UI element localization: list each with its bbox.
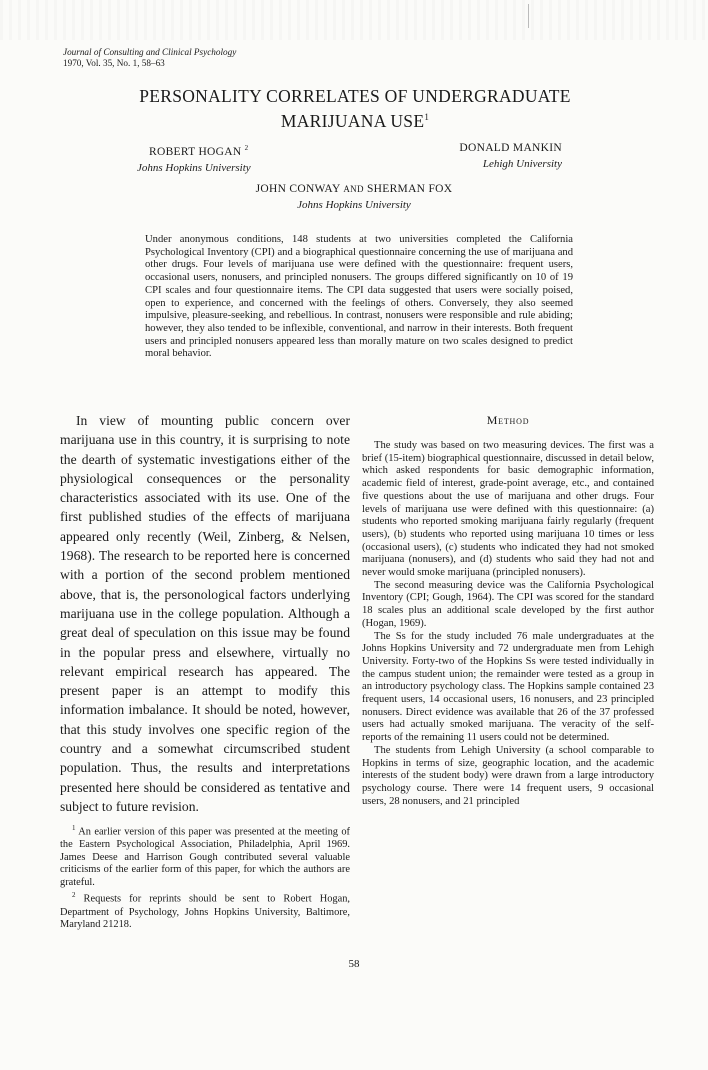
intro-paragraph: In view of mounting public concern over marijuana use in this country, it is surprising to note the dearth of systematic investigations either of the physiological consequences or the personality characteristics associated with its use. One of the first published studies of the effects of marijuana appeared only recently (Weil, Zinberg, & Nelsen, 1968). The research to be reported here is concerned with a portion of the second problem mentioned above, that is, the personological factors underlying marijuana use in the college population. Although a great deal of speculation on this issue may be found in the popular press and elsewhere, virtually no relevant empirical research has appeared. The present paper is an attempt to modify this information imbalance. It should be noted, however, that this study involves one specific region of the country and a somewhat circumscribed student population. Thus, the results and interpretations presented here should be considered as tentative and subject to future revision. <box>60 413 350 814</box>
scan-artifact <box>0 0 708 40</box>
author-name: SHERMAN FOX <box>366 183 453 195</box>
author-conjunction: AND <box>343 184 364 194</box>
author-hogan <box>137 140 251 176</box>
author-mankin <box>459 140 562 172</box>
footnote-mark: 1 <box>72 824 76 832</box>
footnotes <box>60 822 350 932</box>
title-line-2: MARIJUANA USE <box>280 110 425 131</box>
author-affiliation: Lehigh University <box>482 158 562 170</box>
introduction <box>60 411 350 816</box>
method-section <box>362 440 654 808</box>
method-paragraph-2: The second measuring device was the California Psychological Inventory (CPI; Gough, 1964). The CPI was scored for the standard 18 scales plus an additional scale developed by the first author (Hogan, 1969). <box>362 579 654 629</box>
abstract: Under anonymous conditions, 148 students at two universities completed the California Psychological Inventory (CPI) and a biographical questionnaire concerning the use of marijuana and other drugs. Four levels of marijuana use were defined with the questionnaire: frequent users, occasional users, nonusers, and principled nonusers. The groups differed significantly on 10 of 19 CPI scales and four questionnaire items. The CPI data suggested that users were socially poised, open to experience, and concerned with the feelings of others. Conversely, they also seemed impulsive, pleasure-seeking, and rebellious. In contrast, nonusers were responsible and rule abiding; however, they also tended to be inflexible, conventional, and narrow in their interests. Both frequent users and principled nonusers appeared less than morally mature on two scales designed to predict moral behavior. <box>145 234 573 360</box>
author-affiliation: Johns Hopkins University <box>297 199 411 211</box>
author-affiliation: Johns Hopkins University <box>137 161 251 174</box>
journal-header <box>63 47 236 68</box>
author-name: JOHN CONWAY <box>255 183 341 195</box>
footnote-1 <box>60 822 350 889</box>
author-conway-fox <box>0 181 708 213</box>
footnote-text: Requests for reprints should be sent to Robert Hogan, Department of Psychology, Johns Hopkins University, Baltimore, Maryland 21218. <box>60 893 350 931</box>
author-name: ROBERT HOGAN <box>149 145 242 158</box>
method-paragraph-3: The Ss for the study included 76 male undergraduates at the Johns Hopkins University and 72 undergraduate men from Lehigh University. Forty-two of the Hopkins Ss were tested individually in the campus student union; the remainder were tested as a group in an introductory psychology class. The Hopkins sample contained 23 frequent users, 14 occasional users, 16 nonusers, and 23 principled nonusers. Direct evidence was available that 26 of the 37 professed users had actually smoked marijuana. The veracity of the self-reports of the remaining 11 users could not be determined. <box>362 630 654 744</box>
paper-title <box>60 86 650 132</box>
author-name: DONALD MANKIN <box>459 142 562 154</box>
scan-mark <box>528 4 529 28</box>
author-footnote-mark: 2 <box>244 144 249 152</box>
method-heading: Method <box>486 413 530 427</box>
title-footnote-mark: 1 <box>424 112 430 122</box>
footnote-mark: 2 <box>72 891 76 900</box>
method-paragraph-4: The students from Lehigh University (a school comparable to Hopkins in terms of size, geographic location, and the academic interests of the student body) were drawn from a large introductory psychology course. There were 14 frequent users, 9 occasional users, 28 nonusers, and 21 principled <box>362 744 654 807</box>
method-paragraph-1: The study was based on two measuring devices. The first was a brief (15-item) biographical questionnaire, discussed in detail below, which asked respondents for basic demographic information, academic field of interest, grade-point average, etc., and contained five questions about the use of marijuana and other drugs. Four levels of marijuana use were defined with this questionnaire: (a) students who reported smoking marijuana fairly regularly (frequent users), (b) students who reported using marijuana 10 times or less (occasional users), (c) students who indicated they had not smoked marijuana (nonusers), and (d) students who said they had not and never would smoke marijuana (principled nonusers). <box>362 440 654 579</box>
journal-citation: 1970, Vol. 35, No. 1, 58–63 <box>63 57 165 68</box>
footnote-text: An earlier version of this paper was presented at the meeting of the Eastern Psychological Association, Philadelphia, April 1969. James Deese and Harrison Gough contributed several valuable criticisms of the earlier form of this paper, for which the authors are grateful. <box>60 826 350 888</box>
journal-name: Journal of Consulting and Clinical Psychology <box>63 47 237 57</box>
page-number: 58 <box>348 958 360 970</box>
title-line-1: PERSONALITY CORRELATES OF UNDERGRADUATE <box>139 86 571 106</box>
footnote-2 <box>60 889 350 931</box>
